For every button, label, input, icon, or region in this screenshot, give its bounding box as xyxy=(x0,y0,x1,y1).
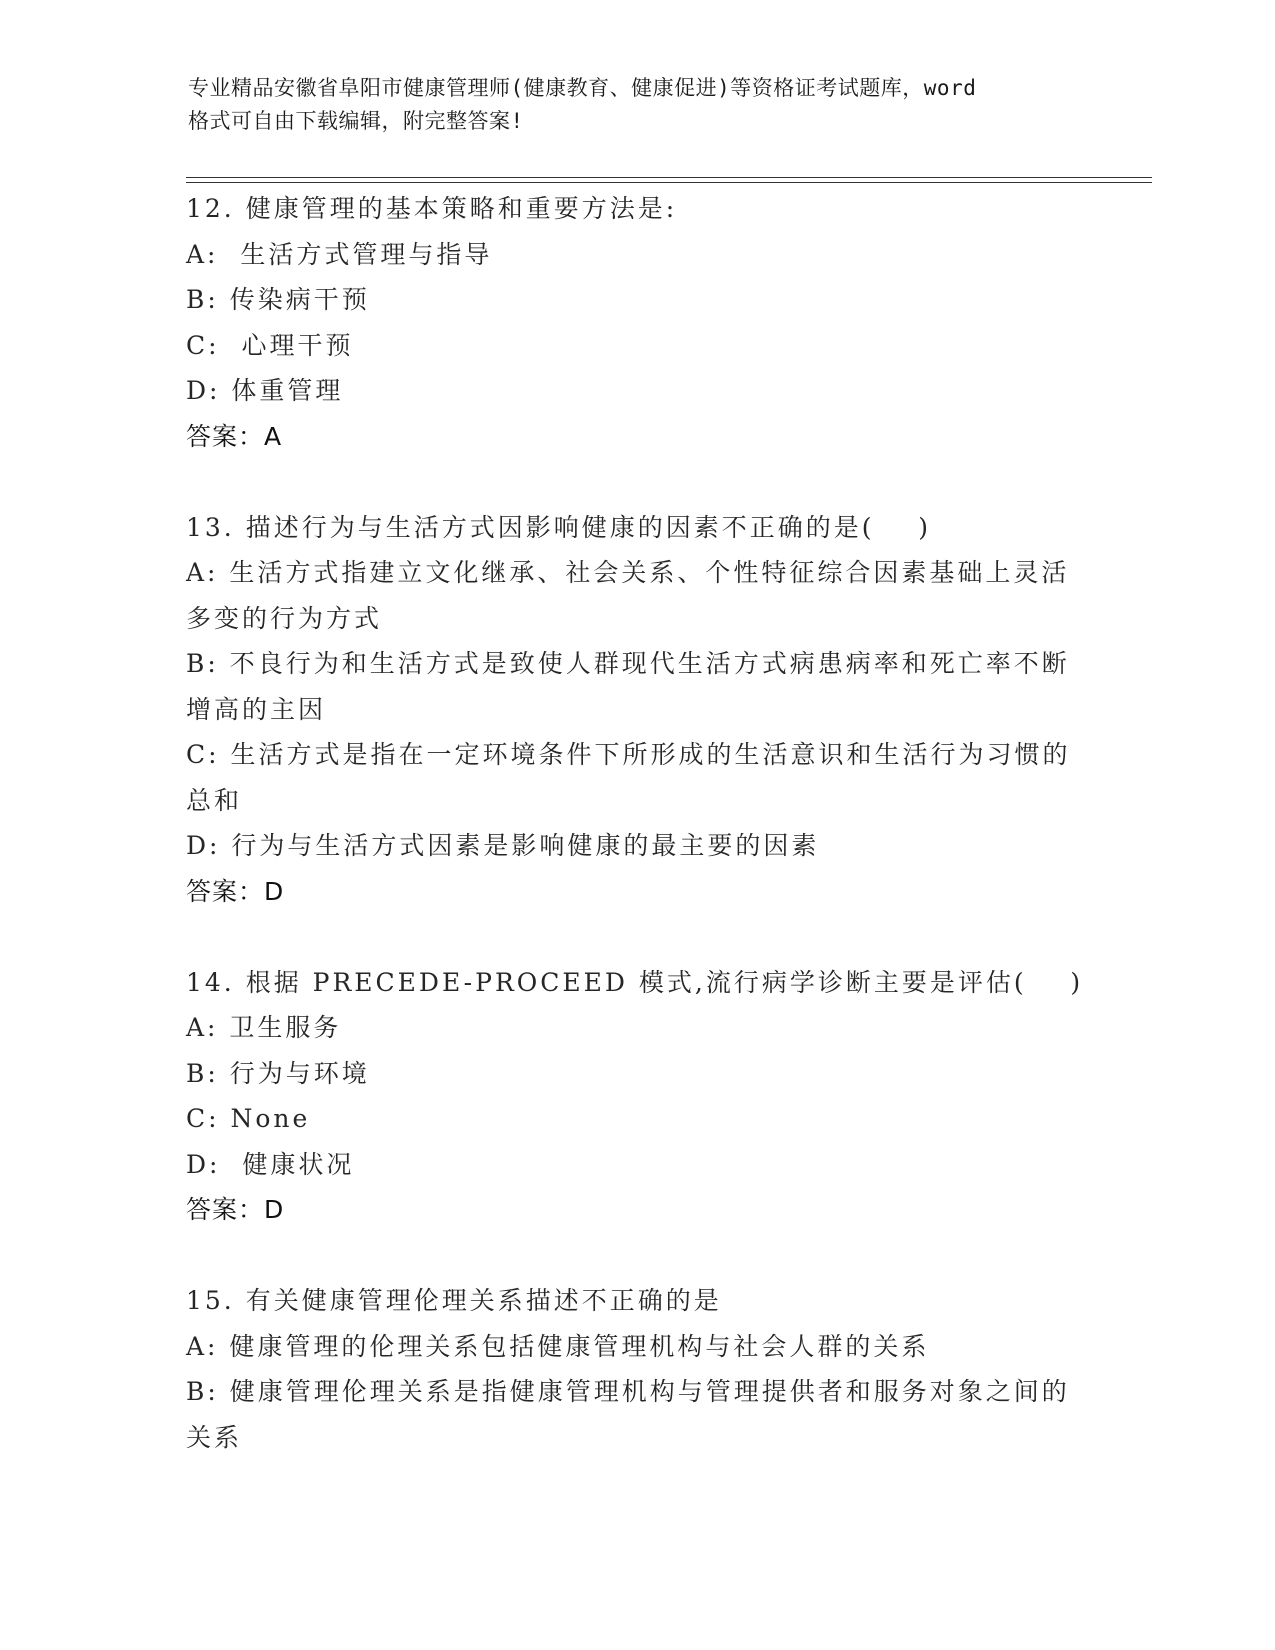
question-13 xyxy=(186,505,1086,915)
question-spacer xyxy=(186,1233,1086,1279)
option-b: B: 行为与环境 xyxy=(186,1058,370,1088)
option-a: A: 卫生服务 xyxy=(186,1013,342,1042)
option-a: A: 健康管理的伦理关系包括健康管理机构与社会人群的关系 xyxy=(186,1331,930,1361)
header-rule-top xyxy=(186,177,1152,178)
question-list xyxy=(186,186,1086,1460)
document-header xyxy=(188,72,1088,138)
question-15 xyxy=(186,1278,1086,1460)
option-b: B: 传染病干预 xyxy=(186,285,370,314)
question-stem: 12. 健康管理的基本策略和重要方法是: xyxy=(186,194,678,223)
question-stem: 13. 描述行为与生活方式因影响健康的因素不正确的是( ) xyxy=(186,512,932,542)
option-d: D: 健康状况 xyxy=(186,1149,355,1179)
header-rule-bottom xyxy=(186,182,1152,183)
answer: 答案：A xyxy=(186,421,283,451)
question-spacer xyxy=(186,459,1086,505)
option-c: C: 心理干预 xyxy=(186,330,354,360)
option-d: D: 体重管理 xyxy=(186,376,344,405)
option-b: B: 健康管理伦理关系是指健康管理机构与管理提供者和服务对象之间的关系 xyxy=(186,1377,1070,1452)
question-12 xyxy=(186,186,1086,459)
question-14 xyxy=(186,960,1086,1233)
header-line-2: 格式可自由下载编辑，附完整答案! xyxy=(188,109,524,133)
option-b: B: 不良行为和生活方式是致使人群现代生活方式病患病率和死亡率不断增高的主因 xyxy=(186,649,1070,724)
answer: 答案：D xyxy=(186,876,285,906)
header-line-1: 专业精品安徽省阜阳市健康管理师(健康教育、健康促进)等资格证考试题库，word xyxy=(188,76,977,100)
question-spacer xyxy=(186,914,1086,960)
option-c: C: None xyxy=(186,1104,311,1133)
option-c: C: 生活方式是指在一定环境条件下所形成的生活意识和生活行为习惯的总和 xyxy=(186,740,1071,815)
option-a: A: 生活方式管理与指导 xyxy=(186,239,493,269)
answer: 答案：D xyxy=(186,1195,285,1224)
question-stem: 15. 有关健康管理伦理关系描述不正确的是 xyxy=(186,1286,722,1315)
option-d: D: 行为与生活方式因素是影响健康的最主要的因素 xyxy=(186,831,820,860)
option-a: A: 生活方式指建立文化继承、社会关系、个性特征综合因素基础上灵活多变的行为方式 xyxy=(186,558,1070,633)
question-stem: 14. 根据 PRECEDE-PROCEED 模式,流行病学诊断主要是评估( ) xyxy=(186,967,1084,997)
